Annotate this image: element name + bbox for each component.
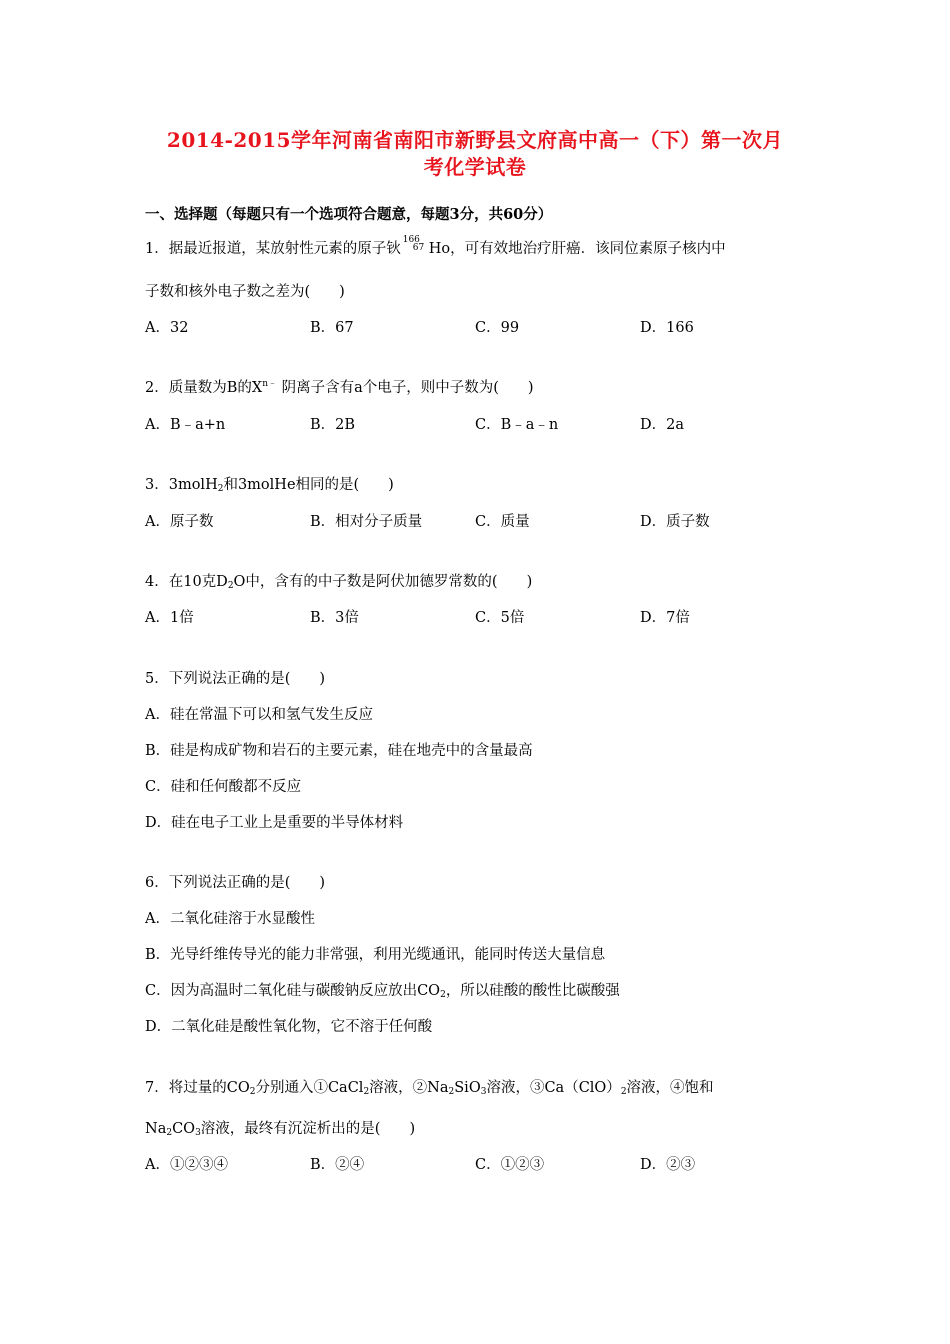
- question-5-option-a: A．硅在常温下可以和氢气发生反应: [145, 707, 373, 723]
- question-2-text: 2．质量数为B的X: [145, 380, 263, 396]
- subscript: 3: [195, 1128, 201, 1138]
- question-5-option-b: B．硅是构成矿物和岩石的主要元素，硅在地壳中的含量最高: [145, 743, 533, 759]
- option-a: A．32: [145, 320, 189, 336]
- question-7-stem-line2: [145, 1117, 415, 1138]
- option-d: D．②③: [640, 1157, 696, 1173]
- subscript: 3: [480, 1087, 487, 1097]
- option-c: C．99: [475, 320, 520, 336]
- question-3-options: [145, 510, 845, 532]
- q7-text: 7．将过量的CO: [145, 1080, 250, 1096]
- question-4-stem: [145, 570, 532, 591]
- element-symbol: Ho: [428, 241, 451, 257]
- question-3-text-cont: 和3molHe相同的是( ): [223, 477, 394, 493]
- subscript: 2: [249, 1087, 256, 1097]
- option-a: A．1倍: [145, 610, 194, 626]
- question-3-text: 3．3molH: [145, 477, 218, 493]
- question-1-text-cont: ，可有效地治疗肝癌．该同位素原子核内中: [450, 241, 726, 257]
- mass-number: 166: [402, 235, 420, 245]
- option-c: C．B﹣a﹣n: [475, 417, 559, 433]
- question-2-options: [145, 413, 845, 435]
- subscript: 2: [363, 1087, 370, 1097]
- section-heading: 一、选择题（每题只有一个选项符合题意，每题3分，共60分）: [145, 206, 553, 223]
- question-1-stem-line2: 子数和核外电子数之差为( ): [145, 284, 345, 300]
- option-b: B．3倍: [310, 610, 359, 626]
- question-3-stem: [145, 473, 394, 494]
- question-6-option-a: A．二氧化硅溶于水显酸性: [145, 911, 315, 927]
- isotope-notation: [401, 235, 429, 253]
- option-b: B．67: [310, 320, 354, 336]
- option-c: C．5倍: [475, 610, 525, 626]
- question-7-options: [145, 1153, 845, 1175]
- question-4-options: [145, 606, 845, 628]
- ion-charge: n﹣: [262, 379, 277, 389]
- question-1-options: [145, 316, 845, 338]
- option-d: D．166: [640, 320, 694, 336]
- question-2-stem: [145, 376, 534, 397]
- option-a: A．原子数: [145, 514, 214, 530]
- option-b: B．②④: [310, 1157, 365, 1173]
- question-4-text: 4．在10克D: [145, 574, 228, 590]
- question-6-stem: 6．下列说法正确的是( ): [145, 875, 326, 891]
- q7-text: 分别通入①CaCl: [255, 1080, 364, 1096]
- question-6-option-d: D．二氧化硅是酸性氧化物，它不溶于任何酸: [145, 1019, 433, 1035]
- option-a: A．B﹣a+n: [145, 417, 226, 433]
- subscript: 2: [217, 484, 224, 494]
- q7-text: 溶液，③Ca（ClO）: [486, 1080, 621, 1096]
- question-1-text: 1．据最近报道，某放射性元素的原子钬: [145, 241, 401, 257]
- q7-text: 溶液，②Na: [369, 1080, 449, 1096]
- question-1-stem: [145, 237, 726, 258]
- option-c-text: C．因为高温时二氧化硅与碳酸钠反应放出CO: [145, 983, 441, 999]
- q7-text: CO: [172, 1121, 196, 1137]
- subscript: 2: [227, 581, 234, 591]
- q7-text: SiO: [454, 1080, 481, 1096]
- atomic-number: 67: [412, 243, 425, 253]
- option-d: D．2a: [640, 417, 684, 433]
- subscript: 2: [620, 1087, 627, 1097]
- question-5-option-d: D．硅在电子工业上是重要的半导体材料: [145, 815, 404, 831]
- question-6-option-b: B．光导纤维传导光的能力非常强，利用光缆通讯，能同时传送大量信息: [145, 947, 606, 963]
- q7-text: 溶液，最终有沉淀析出的是( ): [200, 1121, 416, 1137]
- q7-text: Na: [145, 1121, 167, 1137]
- option-c-text-cont: ，所以硅酸的酸性比碳酸强: [445, 983, 620, 999]
- question-6-option-c: [145, 979, 620, 1000]
- option-d: D．7倍: [640, 610, 690, 626]
- question-5-stem: 5．下列说法正确的是( ): [145, 671, 326, 687]
- exam-title-line1: 2014-2015学年河南省南阳市新野县文府高中高一（下）第一次月: [166, 128, 784, 152]
- exam-title-line2: 考化学试卷: [423, 155, 527, 179]
- question-5-option-c: C．硅和任何酸都不反应: [145, 779, 302, 795]
- option-a: A．①②③④: [145, 1157, 228, 1173]
- option-b: B．相对分子质量: [310, 514, 423, 530]
- option-c: C．质量: [475, 514, 530, 530]
- subscript: 2: [166, 1128, 173, 1138]
- question-7-stem: [145, 1076, 714, 1097]
- subscript: 2: [440, 990, 446, 1000]
- option-d: D．质子数: [640, 514, 710, 530]
- question-4-text-cont: O中，含有的中子数是阿伏加德罗常数的( ): [233, 574, 533, 590]
- q7-text: 溶液，④饱和: [626, 1080, 714, 1096]
- subscript: 2: [448, 1087, 455, 1097]
- option-c: C．①②③: [475, 1157, 545, 1173]
- option-b: B．2B: [310, 417, 356, 433]
- question-2-text-cont: 阴离子含有a个电子，则中子数为( ): [277, 380, 534, 396]
